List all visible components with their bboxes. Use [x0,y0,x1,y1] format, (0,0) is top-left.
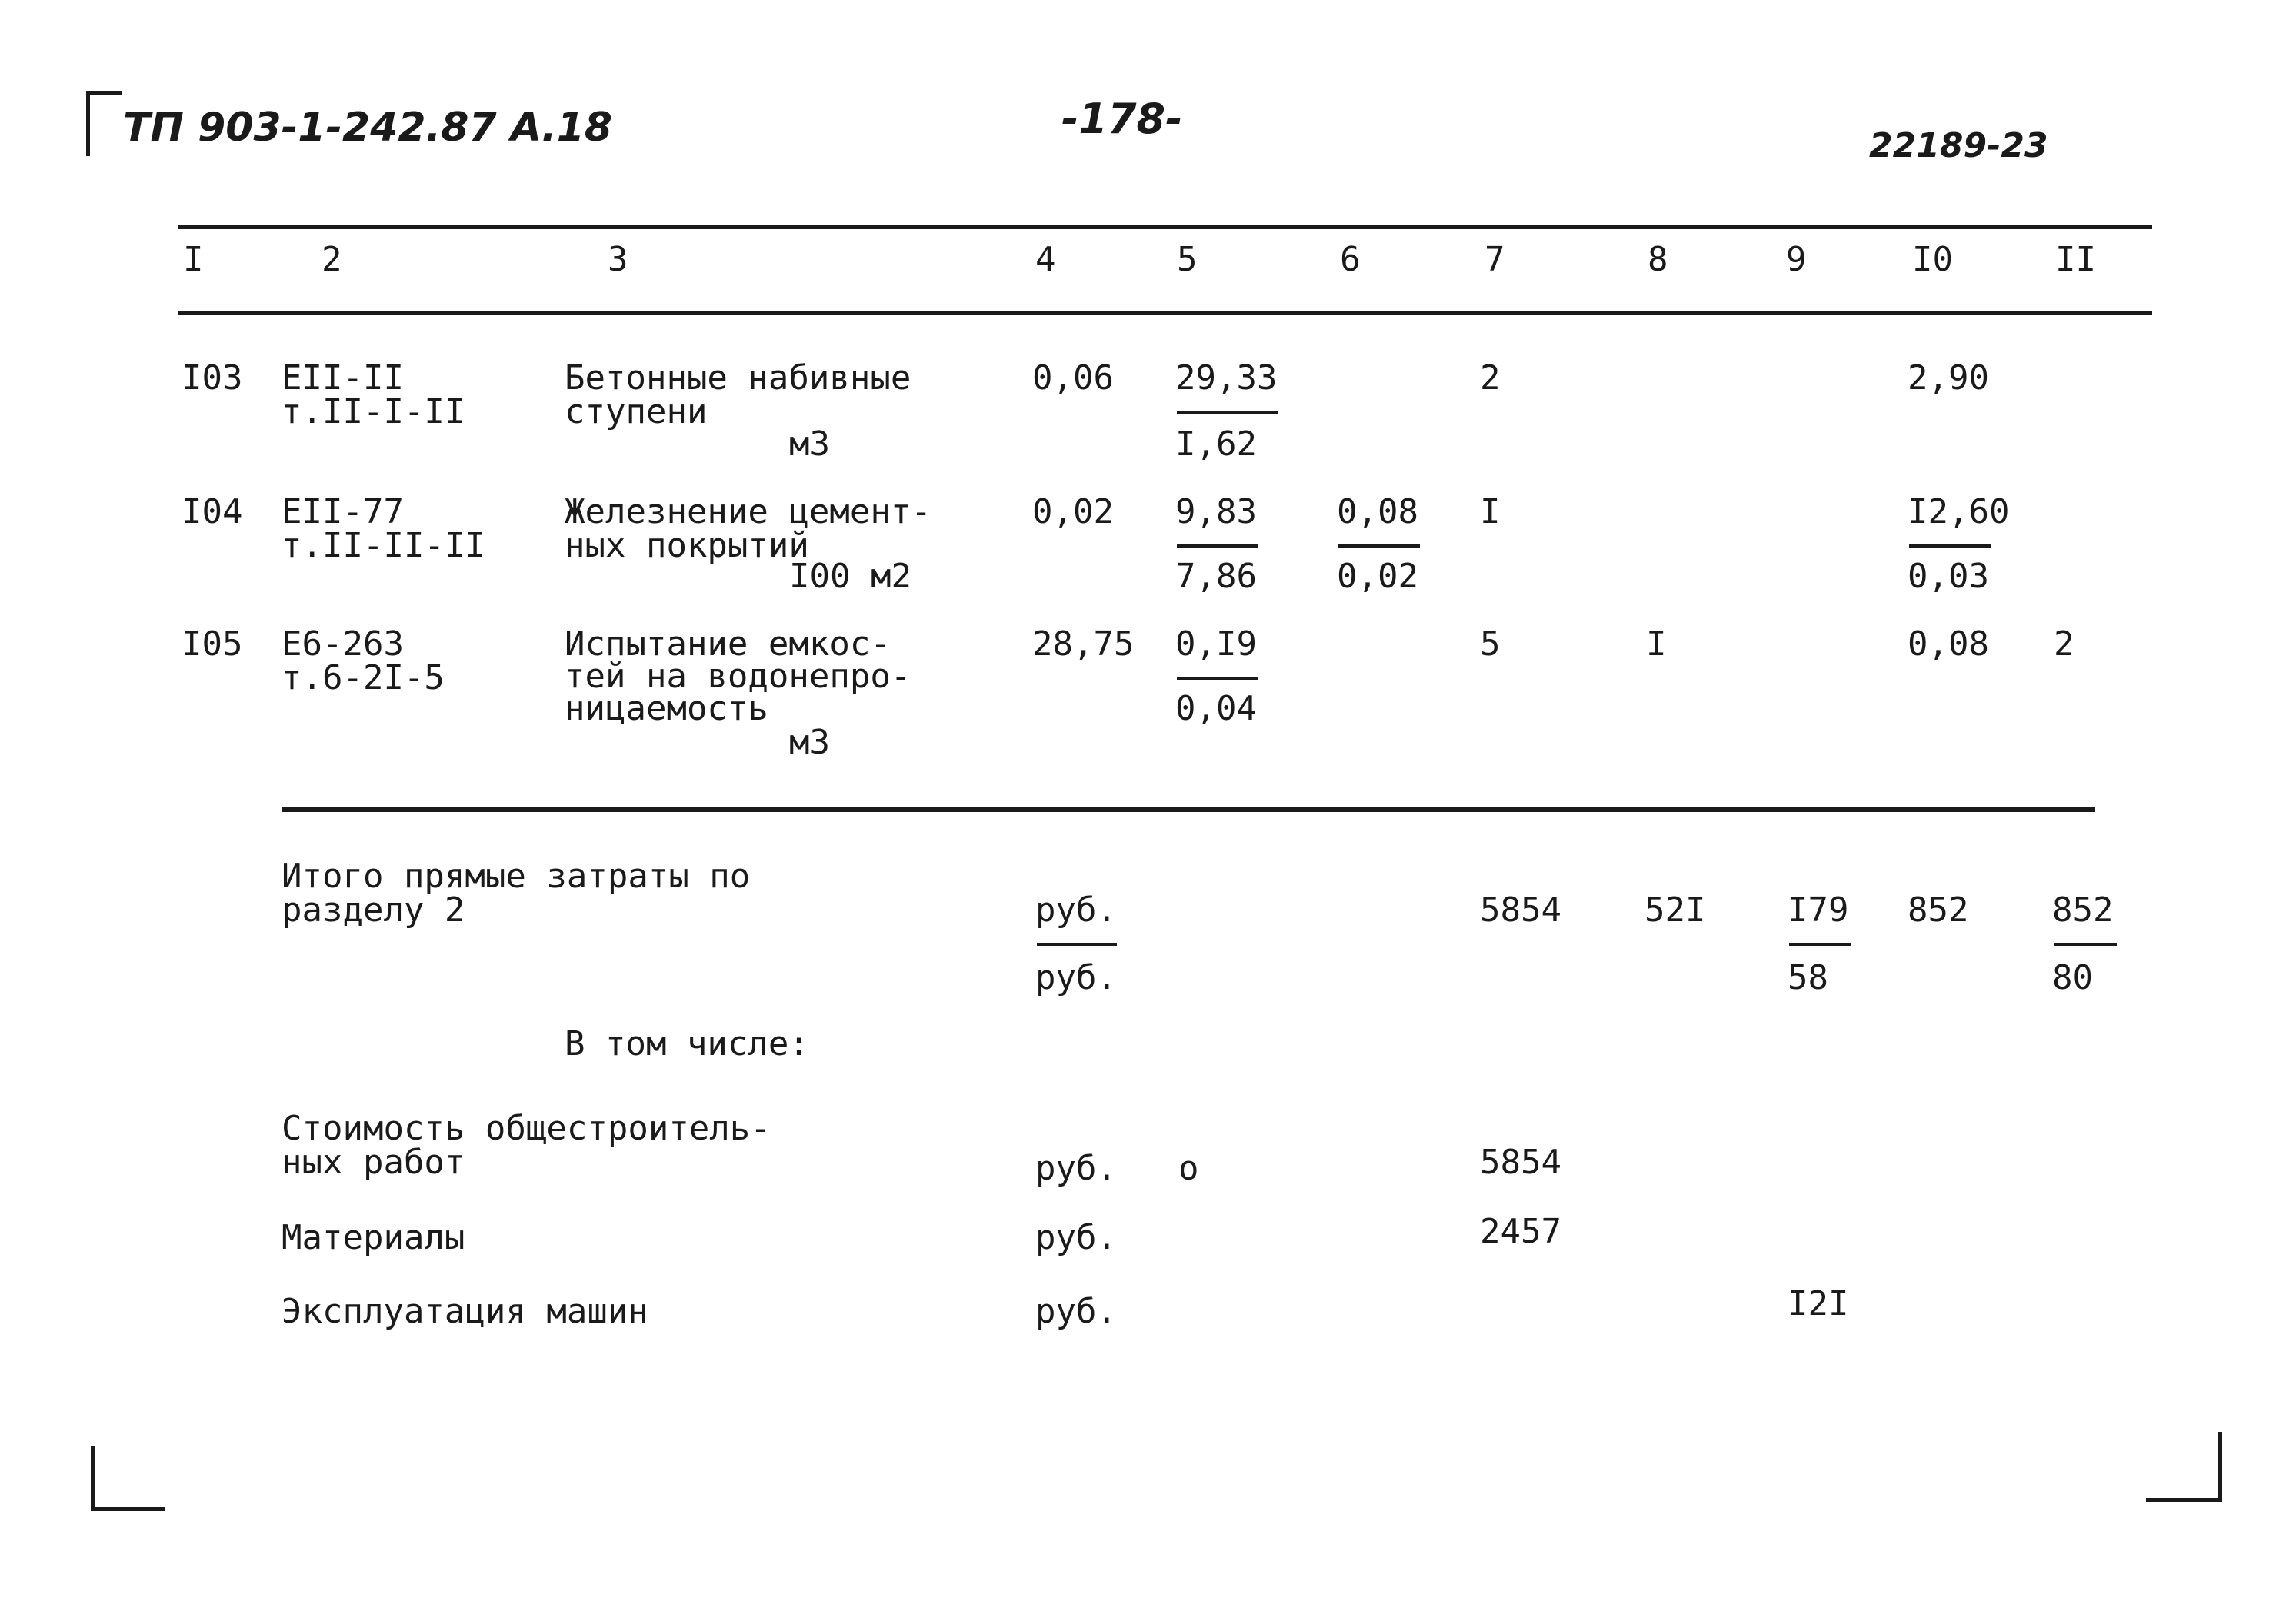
work-description: Испытание емкос- [565,624,891,664]
totals-rule [282,807,2095,812]
total-cost: 5 [1480,624,1501,664]
column-header: 9 [1786,240,1807,279]
column-header: 2 [322,240,342,279]
work-description: Железнение цемент- [565,492,931,531]
work-description: тей на водонепро- [565,657,911,696]
unit-cost-bottom: 7,86 [1175,557,1257,596]
totals-unit-top: руб. [1035,890,1117,930]
totals-machines-bottom: 58 [1788,958,1828,997]
fraction-line [1909,544,1991,548]
breakdown-label: Стоимость общестроитель- [282,1109,771,1148]
unit-cost-top: 9,83 [1175,492,1257,531]
work-description: ных покрытий [565,526,809,565]
fraction-line [1177,411,1278,414]
unit-cost-bottom: I,62 [1175,424,1257,464]
column-header: 6 [1340,240,1361,279]
unit-of-measure: I00 м2 [789,557,911,596]
norm-code: EII-77 [282,492,404,531]
breakdown-label: ных работ [282,1143,465,1182]
quantity: 0,02 [1032,492,1114,531]
breakdown-total: 2457 [1480,1212,1561,1251]
totals-machines-top: I79 [1788,890,1849,930]
breakdown-unit: руб. [1035,1218,1117,1257]
fraction-line [1338,544,1420,548]
column-header: 5 [1177,240,1198,279]
quantity: 0,06 [1032,358,1114,398]
column-header: I0 [1912,240,1953,279]
machine-cost-top: 0,08 [1337,492,1418,531]
column-header: II [2055,240,2096,279]
work-description: ступени [565,392,708,431]
totals-machine-labor-top: 852 [2052,890,2114,930]
breakdown-heading: В том числе: [565,1024,809,1063]
frame-corner-bottom-right [2146,1432,2222,1502]
totals-machine-labor-bottom: 80 [2052,958,2093,997]
totals-unit-bottom: руб. [1035,958,1117,997]
breakdown-total: 5854 [1480,1143,1561,1182]
labor-cost-top: I2,60 [1908,492,2010,531]
row-number: I04 [182,492,243,531]
column-header: 4 [1035,240,1056,279]
materials-cost: I [1646,624,1667,664]
work-description: Бетонные набивные [565,358,911,398]
column-header: 8 [1648,240,1668,279]
unit-cost-bottom: 0,04 [1175,689,1257,728]
total-cost: I [1480,492,1501,531]
quantity: 28,75 [1032,624,1135,664]
fraction-line [1037,943,1117,946]
labor-cost: 2,90 [1908,358,1989,398]
document-code: ТП 903-1-242.87 А.18 [123,105,613,151]
table-top-rule [178,225,2152,229]
table-header-rule [178,311,2152,315]
norm-code: EII-II [282,358,404,398]
totals-labor: 852 [1908,890,1969,930]
row-number: I03 [182,358,243,398]
totals-total-cost: 5854 [1480,890,1561,930]
machine-cost-bottom: 0,02 [1337,557,1418,596]
row-number: I05 [182,624,243,664]
norm-table-ref: т.6-2I-5 [282,658,445,697]
total-cost: 2 [1480,358,1501,398]
unit-of-measure: м3 [789,723,830,762]
totals-label: Итого прямые затраты по [282,857,751,896]
page-number: -178- [1061,95,1183,143]
labor-cost-bottom: 0,03 [1908,557,1989,596]
norm-code: E6-263 [282,624,404,664]
work-description: ницаемость [565,689,768,728]
labor-cost: 0,08 [1908,624,1989,664]
column-header: I [183,240,204,279]
machine-labor-cost: 2 [2054,624,2074,664]
breakdown-unit: руб. [1035,1292,1117,1331]
unit-cost-top: 0,I9 [1175,624,1257,664]
column-header: 7 [1485,240,1505,279]
norm-table-ref: т.II-I-II [282,392,465,431]
fraction-line [1177,677,1258,680]
totals-label: разделу 2 [282,890,465,930]
column-header: 3 [608,240,628,279]
breakdown-col5-value: о [1178,1149,1199,1188]
breakdown-label: Эксплуатация машин [282,1292,648,1331]
fraction-line [1177,544,1258,548]
norm-table-ref: т.II-II-II [282,526,485,565]
breakdown-unit: руб. [1035,1149,1117,1188]
archive-number: 22189-23 [1869,126,2048,165]
fraction-line [1789,943,1851,946]
unit-of-measure: м3 [789,424,830,464]
breakdown-label: Материалы [282,1218,465,1257]
breakdown-machines: I2I [1788,1284,1849,1323]
fraction-line [2054,943,2117,946]
frame-corner-bottom-left [91,1446,165,1511]
unit-cost-top: 29,33 [1175,358,1278,398]
totals-materials: 52I [1645,890,1706,930]
frame-corner-top-left [86,91,122,156]
